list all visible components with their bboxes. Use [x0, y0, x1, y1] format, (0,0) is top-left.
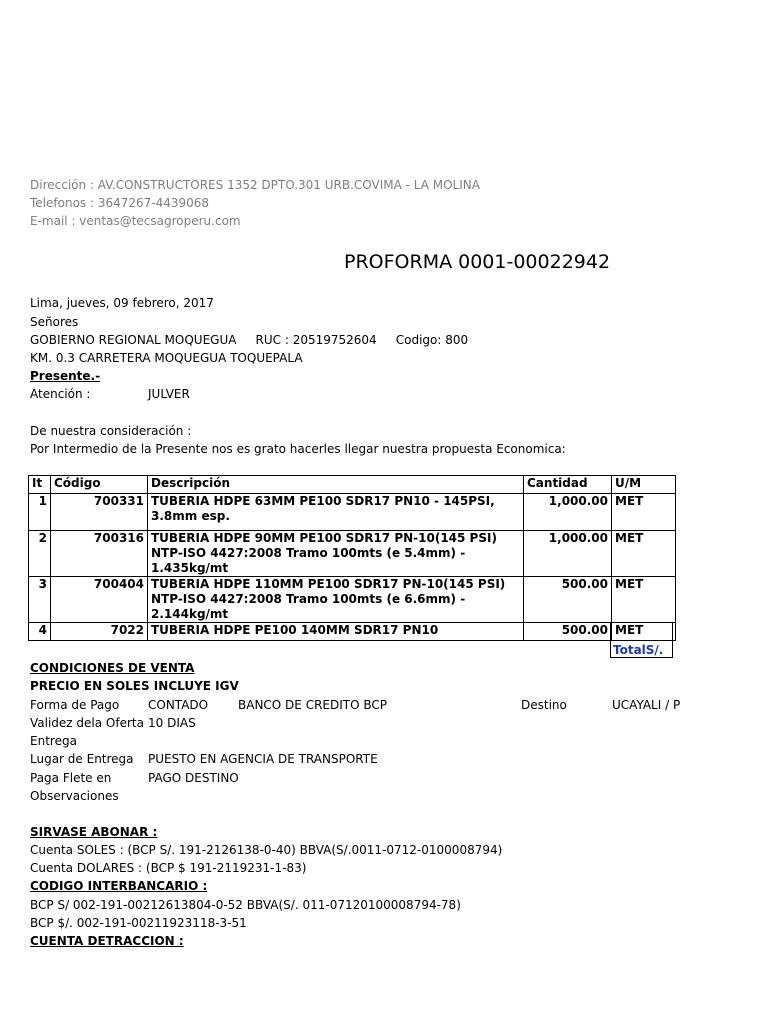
company-address: Dirección : AV.CONSTRUCTORES 1352 DPTO.301 URB.COVIMA - LA MOLINA	[30, 178, 480, 192]
table-row	[29, 577, 676, 623]
payment-title: SIRVASE ABONAR :	[30, 825, 158, 839]
attention-value: JULVER	[148, 387, 190, 401]
date: Lima, jueves, 09 febrero, 2017	[30, 296, 214, 310]
cell-um: MET	[612, 494, 676, 531]
company-phones: Telefonos : 3647267-4439068	[30, 196, 210, 210]
freight-value: PAGO DESTINO	[148, 771, 239, 785]
destination-value: UCAYALI / P	[612, 698, 681, 712]
cell-um: MET	[612, 531, 676, 577]
cell-quantity: 1,000.00	[524, 494, 612, 531]
detraccion-title: CUENTA DETRACCION :	[30, 934, 184, 948]
observations-label: Observaciones	[30, 789, 119, 803]
cell-it: 4	[29, 623, 51, 641]
attention-label: Atención :	[30, 387, 91, 401]
cell-it: 3	[29, 577, 51, 623]
account-dolares: Cuenta DOLARES : (BCP $ 191-2119231-1-83)	[30, 861, 307, 875]
cell-quantity: 500.00	[524, 577, 612, 623]
cell-quantity: 1,000.00	[524, 531, 612, 577]
cell-um: MET	[612, 577, 676, 623]
cell-it: 1	[29, 494, 51, 531]
cell-code: 700331	[51, 494, 148, 531]
place-value: PUESTO EN AGENCIA DE TRANSPORTE	[148, 752, 378, 766]
cell-code: 700316	[51, 531, 148, 577]
freight-label: Paga Flete en	[30, 771, 112, 785]
table-row	[29, 494, 676, 531]
total-label: TotalS/.	[610, 640, 673, 658]
payment-value: CONTADO	[148, 698, 209, 712]
table-row	[29, 531, 676, 577]
presente: Presente.-	[30, 369, 101, 383]
proforma-title: PROFORMA 0001-00022942	[344, 251, 611, 273]
total-spacer	[610, 623, 673, 641]
payment-label: Forma de Pago	[30, 698, 120, 712]
place-label: Lugar de Entrega	[30, 752, 134, 766]
cell-code: 7022	[51, 623, 148, 641]
validity-value: 10 DIAS	[148, 716, 196, 730]
header-um: U/M	[612, 476, 676, 494]
cell-description: TUBERIA HDPE PE100 140MM SDR17 PN10	[148, 623, 524, 641]
header-quantity: Cantidad	[524, 476, 612, 494]
client-line: GOBIERNO REGIONAL MOQUEGUA RUC : 20519752604 Codigo: 800	[30, 333, 469, 347]
salutation: Señores	[30, 315, 79, 329]
cell-description: TUBERIA HDPE 63MM PE100 SDR17 PN10 - 145PSI, 3.8mm esp.	[148, 494, 524, 531]
cell-it: 2	[29, 531, 51, 577]
delivery-label: Entrega	[30, 734, 77, 748]
interbank-line-1: BCP S/ 002-191-00212613804-0-52 BBVA(S/. 011-07120100008794-78)	[30, 898, 461, 912]
validity-label: Validez dela Oferta	[30, 716, 144, 730]
items-table	[28, 475, 676, 641]
header-description: Descripción	[148, 476, 524, 494]
interbank-title: CODIGO INTERBANCARIO :	[30, 879, 208, 893]
interbank-line-2: BCP $/. 002-191-00211923118-3-51	[30, 916, 247, 930]
conditions-title: CONDICIONES DE VENTA	[30, 661, 195, 675]
company-email: E-mail : ventas@tecsagroperu.com	[30, 214, 241, 228]
cell-code: 700404	[51, 577, 148, 623]
cell-um: MET	[612, 623, 676, 641]
account-soles: Cuenta SOLES : (BCP S/. 191-2126138-0-40) BBVA(S/.0011-0712-0100008794)	[30, 843, 503, 857]
cell-quantity: 500.00	[524, 623, 612, 641]
table-header-row	[29, 476, 676, 494]
intro-text: Por Intermedio de la Presente nos es grato hacerles llegar nuestra propuesta Economica:	[30, 442, 566, 456]
header-it: It	[29, 476, 51, 494]
header-code: Código	[51, 476, 148, 494]
destination-label: Destino	[521, 698, 567, 712]
consideration: De nuestra consideración :	[30, 424, 192, 438]
client-address: KM. 0.3 CARRETERA MOQUEGUA TOQUEPALA	[30, 351, 303, 365]
cell-description: TUBERIA HDPE 90MM PE100 SDR17 PN-10(145 PSI) NTP-ISO 4427:2008 Tramo 100mts (e 5.4mm) - 1.435kg/mt	[148, 531, 524, 577]
price-note: PRECIO EN SOLES INCLUYE IGV	[30, 679, 239, 693]
table-row	[29, 623, 676, 641]
cell-description: TUBERIA HDPE 110MM PE100 SDR17 PN-10(145 PSI) NTP-ISO 4427:2008 Tramo 100mts (e 6.6mm) - 2.144kg/mt	[148, 577, 524, 623]
bank-name: BANCO DE CREDITO BCP	[238, 698, 387, 712]
